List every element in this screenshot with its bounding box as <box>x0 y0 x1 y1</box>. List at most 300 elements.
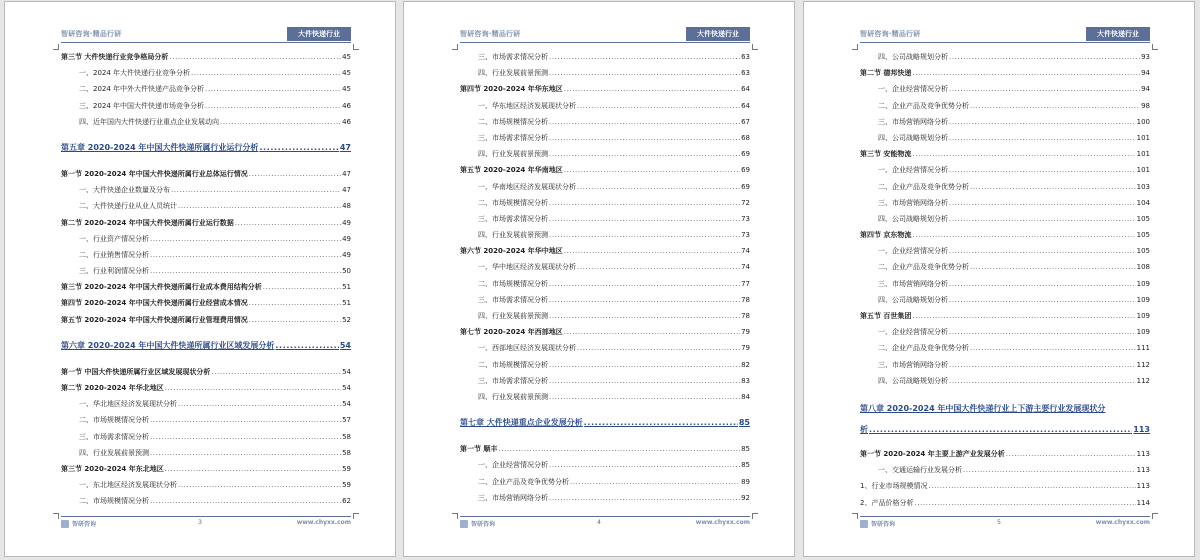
toc-entry[interactable] <box>61 429 351 445</box>
table-of-contents <box>460 49 750 506</box>
toc-leader-dots <box>549 276 740 292</box>
toc-entry-title: 二、企业产品及竞争优势分析 <box>878 182 969 191</box>
toc-leader-dots <box>963 462 1136 478</box>
toc-entry[interactable] <box>860 462 1150 478</box>
toc-entry-title: 二、市场规模情况分析 <box>79 416 149 425</box>
toc-entry[interactable] <box>61 477 351 493</box>
toc-entry-title: 第一节 2020-2024 年主要上游产业发展分析 <box>860 449 1005 458</box>
toc-page-number: 51 <box>342 299 351 308</box>
toc-leader-dots <box>949 324 1136 340</box>
toc-leader-dots <box>577 98 740 114</box>
toc-page-number: 112 <box>1136 360 1150 369</box>
toc-entry-title: 四、公司战略规划分析 <box>878 295 948 304</box>
toc-entry[interactable] <box>61 198 351 214</box>
toc-entry-title: 二、企业产品及竞争优势分析 <box>878 263 969 272</box>
toc-entry-title: 第二节 2020-2024 年中国大件快递所属行业运行数据 <box>61 218 234 227</box>
toc-leader-dots <box>275 328 338 364</box>
toc-entry[interactable] <box>61 166 351 182</box>
toc-leader-dots <box>249 295 341 311</box>
toc-leader-dots <box>549 389 740 405</box>
toc-page-number: 89 <box>741 477 750 486</box>
toc-entry-title: 第三节 安能物流 <box>860 150 912 159</box>
toc-page-number: 74 <box>741 247 750 256</box>
toc-page-number: 73 <box>741 231 750 240</box>
toc-page-number: 112 <box>1136 376 1150 385</box>
toc-entry-title: 二、市场规模情况分析 <box>478 360 548 369</box>
toc-entry-title: 四、行业发展前景预测 <box>478 312 548 320</box>
toc-page-number: 84 <box>741 392 750 401</box>
toc-entry[interactable] <box>460 227 750 243</box>
toc-leader-dots <box>949 130 1136 146</box>
toc-entry-title: 四、行业发展前景预测 <box>478 150 548 159</box>
toc-entry[interactable] <box>61 81 351 97</box>
toc-entry[interactable] <box>61 412 351 428</box>
toc-leader-dots <box>549 373 740 389</box>
toc-entry[interactable] <box>460 65 750 81</box>
header-company: 智研咨询·精品行研 <box>460 30 521 38</box>
footer-rule <box>460 516 750 517</box>
toc-leader-dots <box>549 211 740 227</box>
toc-page-number: 67 <box>741 117 750 126</box>
toc-leader-dots <box>549 308 740 324</box>
header-rule <box>61 42 351 43</box>
toc-entry[interactable] <box>61 295 351 311</box>
toc-entry-title: 一、交通运输行业发展分析 <box>878 466 962 475</box>
toc-leader-dots <box>970 340 1136 356</box>
toc-entry[interactable] <box>860 130 1150 146</box>
toc-page-number: 85 <box>741 461 750 470</box>
toc-page-number: 49 <box>342 250 351 259</box>
crop-mark <box>353 44 359 50</box>
toc-entry-title: 三、市场营销网络分析 <box>878 360 948 369</box>
toc-leader-dots <box>150 263 341 279</box>
toc-leader-dots <box>549 490 740 506</box>
toc-entry[interactable] <box>460 373 750 389</box>
toc-page-number: 73 <box>741 214 750 223</box>
toc-page-number: 47 <box>339 142 351 152</box>
toc-leader-dots <box>549 114 740 130</box>
toc-leader-dots <box>564 324 740 340</box>
toc-page-number: 45 <box>342 69 351 78</box>
toc-entry-title: 第五节 百世集团 <box>860 312 912 320</box>
toc-leader-dots <box>150 231 341 247</box>
toc-page-number: 72 <box>741 198 750 207</box>
toc-page-number: 46 <box>342 101 351 110</box>
toc-chapter-entry[interactable] <box>61 130 351 166</box>
toc-entry-title: 三、市场需求情况分析 <box>478 295 548 304</box>
toc-entry-title: 第六节 2020-2024 年华中地区 <box>460 247 563 256</box>
toc-leader-dots <box>949 292 1136 308</box>
header-industry-tag: 大件快递行业 <box>287 27 351 41</box>
toc-entry[interactable] <box>460 474 750 490</box>
toc-entry-title: 三、市场需求情况分析 <box>478 133 548 142</box>
toc-page-number: 82 <box>741 360 750 369</box>
toc-page-number: 48 <box>342 202 351 211</box>
crop-mark <box>852 44 858 50</box>
footer-logo-text: 智研咨询 <box>871 521 896 528</box>
toc-leader-dots <box>564 162 740 178</box>
table-of-contents <box>860 49 1150 511</box>
toc-entry[interactable] <box>61 312 351 328</box>
toc-leader-dots <box>249 166 341 182</box>
toc-entry-title: 析 <box>860 424 868 434</box>
toc-entry[interactable] <box>61 49 351 65</box>
toc-entry-title: 第五章 2020-2024 年中国大件快递所属行业运行分析 <box>61 142 259 152</box>
toc-entry[interactable] <box>460 389 750 405</box>
toc-entry[interactable] <box>860 308 1150 324</box>
toc-page-number: 111 <box>1136 344 1150 353</box>
toc-entry-title: 一、华东地区经济发展现状分析 <box>478 101 576 110</box>
toc-entry[interactable] <box>860 340 1150 356</box>
toc-entry-title: 第一节 2020-2024 年中国大件快递所属行业总体运行情况 <box>61 169 248 178</box>
toc-entry-title: 二、2024 年中外大件快递产品竞争分析 <box>79 85 205 94</box>
toc-leader-dots <box>150 412 341 428</box>
toc-page-number: 113 <box>1133 424 1150 434</box>
toc-entry-title: 第四节 2020-2024 年华东地区 <box>460 85 563 94</box>
toc-entry[interactable] <box>860 81 1150 97</box>
toc-entry[interactable] <box>860 324 1150 340</box>
toc-entry[interactable] <box>460 211 750 227</box>
toc-page-number: 101 <box>1136 150 1150 159</box>
toc-entry[interactable] <box>61 98 351 114</box>
toc-leader-dots <box>912 146 1135 162</box>
toc-entry-title: 一、华南地区经济发展现状分析 <box>478 182 576 191</box>
toc-leader-dots <box>178 477 341 493</box>
toc-entry[interactable] <box>61 114 351 130</box>
toc-page-number: 54 <box>342 367 351 376</box>
toc-entry[interactable] <box>460 195 750 211</box>
toc-entry[interactable] <box>460 130 750 146</box>
toc-entry-title: 四、近年国内大件快递行业重点企业发展动向 <box>79 117 219 126</box>
toc-entry-title: 三、2024 年中国大件快递市场竞争分析 <box>79 101 205 110</box>
toc-entry-title: 一、企业经营情况分析 <box>878 85 948 94</box>
toc-page-number: 49 <box>342 234 351 243</box>
toc-leader-dots <box>178 396 341 412</box>
toc-leader-dots <box>191 65 341 81</box>
toc-page-number: 69 <box>741 150 750 159</box>
toc-entry-title: 二、企业产品及竞争优势分析 <box>478 477 569 486</box>
toc-entry[interactable] <box>860 49 1150 65</box>
toc-entry[interactable] <box>61 461 351 477</box>
toc-entry-title: 三、市场需求情况分析 <box>478 214 548 223</box>
toc-entry[interactable] <box>860 227 1150 243</box>
toc-entry[interactable] <box>460 162 750 178</box>
footer-logo-text: 智研咨询 <box>471 521 496 528</box>
toc-leader-dots <box>549 292 740 308</box>
toc-entry-title: 第五节 2020-2024 年华南地区 <box>460 166 563 175</box>
toc-leader-dots <box>970 179 1136 195</box>
toc-leader-dots <box>498 441 740 457</box>
toc-entry[interactable] <box>61 263 351 279</box>
footer-logo-text: 智研咨询 <box>72 521 97 528</box>
header-rule <box>860 42 1150 43</box>
toc-entry[interactable] <box>460 49 750 65</box>
toc-page-number: 62 <box>342 497 351 506</box>
toc-entry[interactable] <box>460 324 750 340</box>
toc-entry[interactable] <box>860 98 1150 114</box>
toc-page-number: 109 <box>1136 295 1150 304</box>
crop-mark <box>752 44 758 50</box>
footer-url[interactable]: www.chyxx.com <box>296 519 351 526</box>
toc-page-number: 85 <box>741 445 750 454</box>
toc-entry[interactable] <box>61 364 351 380</box>
toc-entry[interactable] <box>860 373 1150 389</box>
toc-entry[interactable] <box>460 457 750 473</box>
toc-entry[interactable] <box>61 65 351 81</box>
document-page <box>4 1 396 557</box>
toc-entry-title: 一、企业经营情况分析 <box>478 461 548 470</box>
toc-page-number: 69 <box>741 166 750 175</box>
toc-page-number: 54 <box>342 384 351 392</box>
toc-entry[interactable] <box>460 292 750 308</box>
toc-entry[interactable] <box>61 247 351 263</box>
toc-page-number: 92 <box>741 493 750 502</box>
toc-leader-dots <box>970 98 1140 114</box>
toc-entry[interactable] <box>61 279 351 295</box>
toc-entry[interactable] <box>61 380 351 396</box>
toc-leader-dots <box>564 81 740 97</box>
toc-entry[interactable] <box>61 493 351 509</box>
toc-leader-dots <box>949 357 1136 373</box>
footer-rule <box>860 516 1150 517</box>
toc-entry-title: 四、公司战略规划分析 <box>878 214 948 223</box>
toc-leader-dots <box>928 478 1135 494</box>
toc-entry[interactable] <box>860 146 1150 162</box>
toc-entry[interactable] <box>61 396 351 412</box>
toc-leader-dots <box>150 429 341 445</box>
toc-entry[interactable] <box>460 276 750 292</box>
toc-entry[interactable] <box>860 195 1150 211</box>
toc-leader-dots <box>914 495 1135 511</box>
toc-page-number: 64 <box>741 101 750 110</box>
toc-entry-title: 第一节 中国大件快递所属行业区域发展现状分析 <box>61 367 211 376</box>
toc-entry[interactable] <box>460 259 750 275</box>
toc-entry-title: 四、行业发展前景预测 <box>478 69 548 78</box>
toc-leader-dots <box>949 49 1140 65</box>
toc-page-number: 47 <box>342 169 351 178</box>
toc-page-number: 114 <box>1136 498 1150 507</box>
toc-entry[interactable] <box>860 243 1150 259</box>
footer-url[interactable]: www.chyxx.com <box>695 519 750 526</box>
toc-entry-title: 第二节 德邦快递 <box>860 69 912 78</box>
header-rule <box>460 42 750 43</box>
toc-entry-title: 第四节 京东物流 <box>860 231 912 240</box>
toc-entry[interactable] <box>460 146 750 162</box>
toc-leader-dots <box>912 65 1140 81</box>
toc-entry[interactable] <box>61 445 351 461</box>
toc-entry-title: 二、市场规模情况分析 <box>79 497 149 506</box>
toc-leader-dots <box>171 182 341 198</box>
toc-entry[interactable] <box>860 357 1150 373</box>
toc-leader-dots <box>949 114 1136 130</box>
toc-entry-title: 三、市场营销网络分析 <box>878 279 948 288</box>
toc-entry-title: 二、大件快递行业从业人员统计 <box>79 202 177 211</box>
toc-entry[interactable] <box>860 162 1150 178</box>
toc-leader-dots <box>205 98 341 114</box>
toc-page-number: 79 <box>741 344 750 353</box>
toc-entry-title: 四、公司战略规划分析 <box>878 133 948 142</box>
toc-entry[interactable] <box>860 65 1150 81</box>
toc-entry-title: 一、华北地区经济发展现状分析 <box>79 400 177 409</box>
toc-entry[interactable] <box>860 114 1150 130</box>
toc-page-number: 78 <box>741 312 750 320</box>
toc-page-number: 105 <box>1136 214 1150 223</box>
toc-entry[interactable] <box>460 179 750 195</box>
toc-leader-dots <box>549 49 740 65</box>
toc-leader-dots <box>259 130 338 166</box>
toc-entry-title: 二、市场规模情况分析 <box>478 117 548 126</box>
toc-entry-title: 三、市场需求情况分析 <box>478 53 548 61</box>
toc-entry[interactable] <box>460 308 750 324</box>
toc-leader-dots <box>249 312 341 328</box>
toc-page-number: 68 <box>741 133 750 142</box>
toc-entry[interactable] <box>460 243 750 259</box>
footer-rule <box>61 516 351 517</box>
crop-mark <box>1152 44 1158 50</box>
toc-leader-dots <box>564 243 740 259</box>
toc-leader-dots <box>949 195 1136 211</box>
toc-entry[interactable] <box>860 446 1150 462</box>
toc-entry[interactable] <box>860 495 1150 511</box>
toc-entry[interactable] <box>460 340 750 356</box>
toc-leader-dots <box>165 461 341 477</box>
toc-page-number: 113 <box>1136 449 1150 458</box>
toc-entry-title: 第四节 2020-2024 年中国大件快递所属行业经营成本情况 <box>61 299 248 308</box>
toc-page-number: 57 <box>342 416 351 425</box>
toc-entry[interactable] <box>860 179 1150 195</box>
toc-entry[interactable] <box>860 211 1150 227</box>
toc-page-number: 113 <box>1136 466 1150 475</box>
toc-page-number: 63 <box>741 69 750 78</box>
toc-entry-title: 二、市场规模情况分析 <box>478 279 548 288</box>
header-company: 智研咨询·精品行研 <box>61 30 122 38</box>
toc-page-number: 77 <box>741 279 750 288</box>
toc-leader-dots <box>970 259 1136 275</box>
toc-entry-title: 第七节 2020-2024 年西部地区 <box>460 328 563 337</box>
toc-page-number: 94 <box>1141 85 1150 94</box>
toc-leader-dots <box>549 130 740 146</box>
toc-chapter-entry[interactable] <box>860 398 1150 419</box>
toc-entry-title: 四、公司战略规划分析 <box>878 376 948 385</box>
document-page <box>803 1 1195 557</box>
toc-entry[interactable] <box>460 490 750 506</box>
toc-page-number: 101 <box>1136 166 1150 175</box>
toc-entry-title: 一、企业经营情况分析 <box>878 328 948 337</box>
footer-url[interactable]: www.chyxx.com <box>1095 519 1150 526</box>
toc-leader-dots <box>178 198 341 214</box>
toc-entry[interactable] <box>61 215 351 231</box>
toc-chapter-entry[interactable] <box>460 405 750 441</box>
toc-entry[interactable] <box>460 81 750 97</box>
toc-leader-dots <box>949 162 1136 178</box>
page-number: 3 <box>198 519 202 526</box>
toc-leader-dots <box>549 195 740 211</box>
toc-page-number: 105 <box>1136 247 1150 256</box>
toc-page-number: 78 <box>741 295 750 304</box>
crop-mark <box>53 44 59 50</box>
toc-entry[interactable] <box>860 292 1150 308</box>
toc-page-number: 58 <box>342 432 351 441</box>
toc-entry[interactable] <box>460 441 750 457</box>
toc-chapter-entry[interactable] <box>860 419 1150 440</box>
toc-page-number: 59 <box>342 481 351 490</box>
toc-page-number: 58 <box>342 448 351 457</box>
toc-entry[interactable] <box>460 114 750 130</box>
toc-entry[interactable] <box>61 182 351 198</box>
toc-entry[interactable] <box>61 231 351 247</box>
toc-entry[interactable] <box>860 478 1150 494</box>
toc-entry-title: 一、行业资产情况分析 <box>79 234 149 243</box>
toc-leader-dots <box>549 457 740 473</box>
toc-leader-dots <box>169 49 341 65</box>
toc-leader-dots <box>949 373 1136 389</box>
toc-leader-dots <box>549 357 740 373</box>
toc-entry-title: 四、公司战略规划分析 <box>878 53 948 61</box>
toc-page-number: 79 <box>741 328 750 337</box>
toc-page-number: 50 <box>342 267 351 276</box>
toc-page-number: 63 <box>741 53 750 61</box>
toc-leader-dots <box>949 276 1136 292</box>
page-number: 4 <box>597 519 601 526</box>
toc-page-number: 46 <box>342 117 351 126</box>
header-industry-tag: 大件快递行业 <box>1086 27 1150 41</box>
toc-entry-title: 第二节 2020-2024 年华北地区 <box>61 384 164 392</box>
toc-entry-title: 三、市场营销网络分析 <box>878 198 948 207</box>
toc-page-number: 101 <box>1136 133 1150 142</box>
toc-leader-dots <box>220 114 341 130</box>
toc-entry-title: 第五节 2020-2024 年中国大件快递所属行业管理费用情况 <box>61 315 248 324</box>
toc-leader-dots <box>211 364 341 380</box>
toc-leader-dots <box>912 308 1135 324</box>
toc-entry-title: 四、行业发展前景预测 <box>79 448 149 457</box>
toc-entry-title: 三、市场需求情况分析 <box>79 432 149 441</box>
toc-leader-dots <box>165 380 341 396</box>
toc-entry-title: 第七章 大件快递重点企业发展分析 <box>460 418 583 428</box>
toc-entry-title: 二、企业产品及竞争优势分析 <box>878 344 969 353</box>
page-number: 5 <box>997 519 1001 526</box>
toc-page-number: 54 <box>339 340 351 350</box>
toc-leader-dots <box>150 493 341 509</box>
toc-leader-dots <box>1006 446 1136 462</box>
toc-entry-title: 四、行业发展前景预测 <box>478 231 548 240</box>
toc-entry-title: 2、产品价格分析 <box>860 498 914 507</box>
toc-chapter-entry[interactable] <box>61 328 351 364</box>
toc-leader-dots <box>577 259 740 275</box>
toc-entry-title: 二、市场规模情况分析 <box>478 198 548 207</box>
toc-entry-title: 第六章 2020-2024 年中国大件快递所属行业区域发展分析 <box>61 340 275 350</box>
toc-page-number: 74 <box>741 263 750 272</box>
toc-entry-title: 二、行业销售情况分析 <box>79 250 149 259</box>
header-industry-tag: 大件快递行业 <box>686 27 750 41</box>
toc-entry[interactable] <box>460 98 750 114</box>
toc-page-number: 59 <box>342 464 351 473</box>
toc-leader-dots <box>570 474 740 490</box>
toc-leader-dots <box>549 146 740 162</box>
toc-entry[interactable] <box>860 259 1150 275</box>
toc-entry-title: 三、市场需求情况分析 <box>478 376 548 385</box>
toc-entry-title: 第三节 大件快递行业竞争格局分析 <box>61 53 169 61</box>
toc-entry-title: 一、企业经营情况分析 <box>878 247 948 256</box>
header-company: 智研咨询·精品行研 <box>860 30 921 38</box>
toc-entry[interactable] <box>460 357 750 373</box>
toc-leader-dots <box>869 419 1132 440</box>
toc-page-number: 100 <box>1136 117 1150 126</box>
toc-page-number: 52 <box>342 315 351 324</box>
toc-leader-dots <box>584 405 738 441</box>
toc-page-number: 49 <box>342 218 351 227</box>
crop-mark <box>452 44 458 50</box>
toc-entry[interactable] <box>860 276 1150 292</box>
